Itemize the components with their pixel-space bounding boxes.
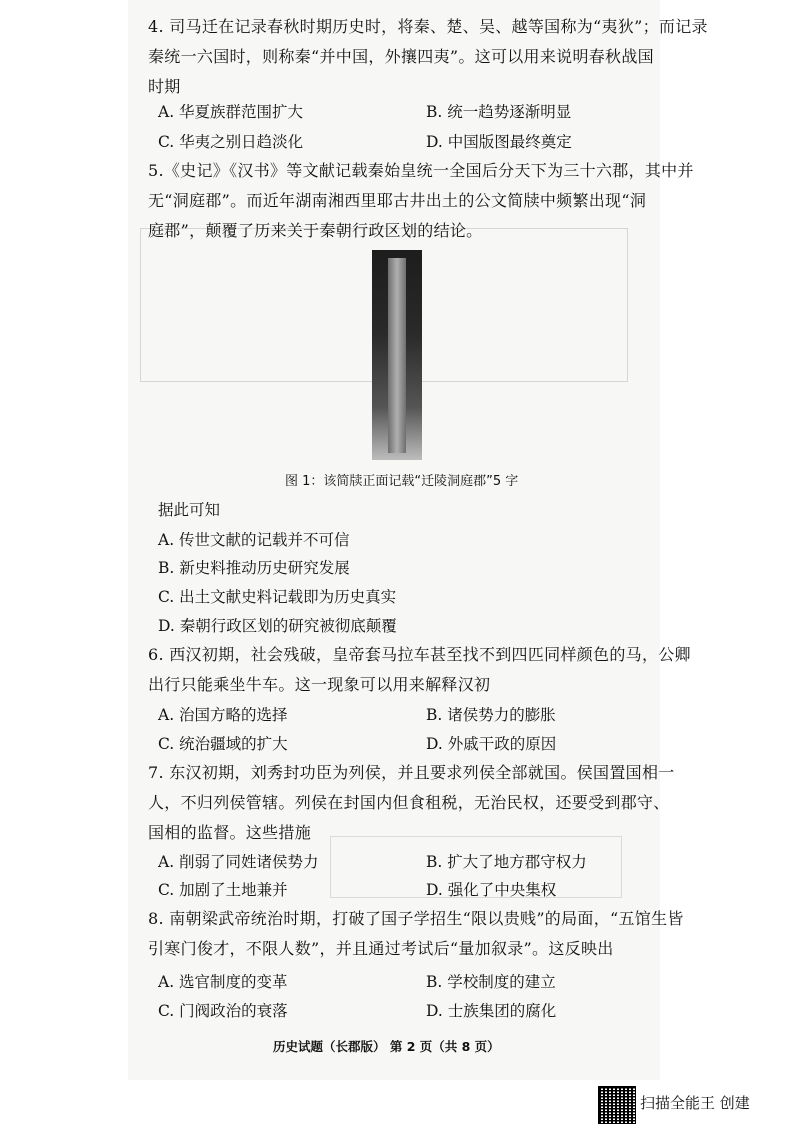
question-7-options-ab [158,850,638,876]
figure-1-caption: 图 1：该简牍正面记载“迁陵洞庭郡”5 字 [285,474,519,489]
question-5-stem: 据此可知 [158,501,221,519]
question-4-line-3: 时期 [148,77,181,96]
question-5-line-2: 无“洞庭郡”。而近年湖南湘西里耶古井出土的公文简牍中频繁出现“洞 [148,191,647,210]
question-7-line-1: 7. 东汉初期，刘秀封功臣为列侯，并且要求列侯全部就国。侯国置国相一 [148,763,675,782]
q4-option-b: B. 统一趋势逐渐明显 [426,103,572,121]
q4-option-c: C. 华夷之别日趋淡化 [158,133,304,151]
question-6-options-ab [158,703,638,729]
question-7-line-3: 国相的监督。这些措施 [148,823,312,842]
question-8-options-ab [158,970,638,996]
bamboo-slip-photo [372,250,422,460]
q4-option-d: D. 中国版图最终奠定 [426,133,572,151]
q5-option-b: B. 新史料推动历史研究发展 [158,559,350,577]
question-8 [148,904,684,964]
q8-option-c: C. 门阀政治的衰落 [158,1002,288,1020]
q6-option-b: B. 诸侯势力的膨胀 [426,706,556,724]
question-5-line-3: 庭郡”，颠覆了历来关于秦朝行政区划的结论。 [148,221,483,240]
question-8-line-1: 8. 南朝梁武帝统治时期，打破了国子学招生“限以贵贱”的局面，“五馆生皆 [148,909,684,928]
scanner-watermark: 扫描全能王 创建 [640,1094,750,1112]
question-4-options-ab [158,100,638,126]
page-footer: 历史试题（长郡版） 第 2 页（共 8 页） [273,1039,500,1054]
q5-option-a: A. 传世文献的记载并不可信 [158,531,350,549]
q8-option-a: A. 选官制度的变革 [158,973,288,991]
q6-option-d: D. 外戚干政的原因 [426,735,557,753]
question-4-line-2: 秦统一六国时，则称秦“并中国，外攘四夷”。这可以用来说明春秋战国 [148,47,654,66]
question-8-options-cd [158,999,638,1025]
q4-option-a: A. 华夏族群范围扩大 [158,103,304,121]
question-6 [148,640,691,700]
q7-option-a: A. 削弱了同姓诸侯势力 [158,853,319,871]
q6-option-c: C. 统治疆域的扩大 [158,735,288,753]
q8-option-b: B. 学校制度的建立 [426,973,556,991]
question-6-line-1: 6. 西汉初期，社会残破，皇帝套马拉车甚至找不到四匹同样颜色的马，公卿 [148,645,691,664]
q7-option-d: D. 强化了中央集权 [426,881,557,899]
q5-option-c: C. 出土文献史料记载即为历史真实 [158,588,397,606]
question-4-line-1: 4. 司马迁在记录春秋时期历史时，将秦、楚、吴、越等国称为“夷狄”；而记录 [148,17,708,36]
q6-option-a: A. 治国方略的选择 [158,706,288,724]
question-7 [148,758,675,848]
q7-option-b: B. 扩大了地方郡守权力 [426,853,587,871]
q5-option-d: D. 秦朝行政区划的研究被彻底颠覆 [158,617,397,635]
question-5-line-1: 5.《史记》《汉书》等文献记载秦始皇统一全国后分天下为三十六郡，其中并 [148,161,694,180]
q8-option-d: D. 士族集团的腐化 [426,1002,557,1020]
question-4-options-cd [158,130,638,156]
qr-code-icon [598,1086,636,1124]
question-5 [148,156,694,246]
question-6-line-2: 出行只能乘坐牛车。这一现象可以用来解释汉初 [148,675,491,694]
question-6-options-cd [158,732,638,758]
question-7-line-2: 人，不归列侯管辖。列侯在封国内但食租税，无治民权，还要受到郡守、 [148,793,670,812]
question-7-options-cd [158,878,638,904]
q7-option-c: C. 加剧了土地兼并 [158,881,288,899]
question-8-line-2: 引寒门俊才，不限人数”，并且通过考试后“量加叙录”。这反映出 [148,939,614,958]
question-4 [148,12,708,102]
bamboo-slip-strip [388,258,406,453]
